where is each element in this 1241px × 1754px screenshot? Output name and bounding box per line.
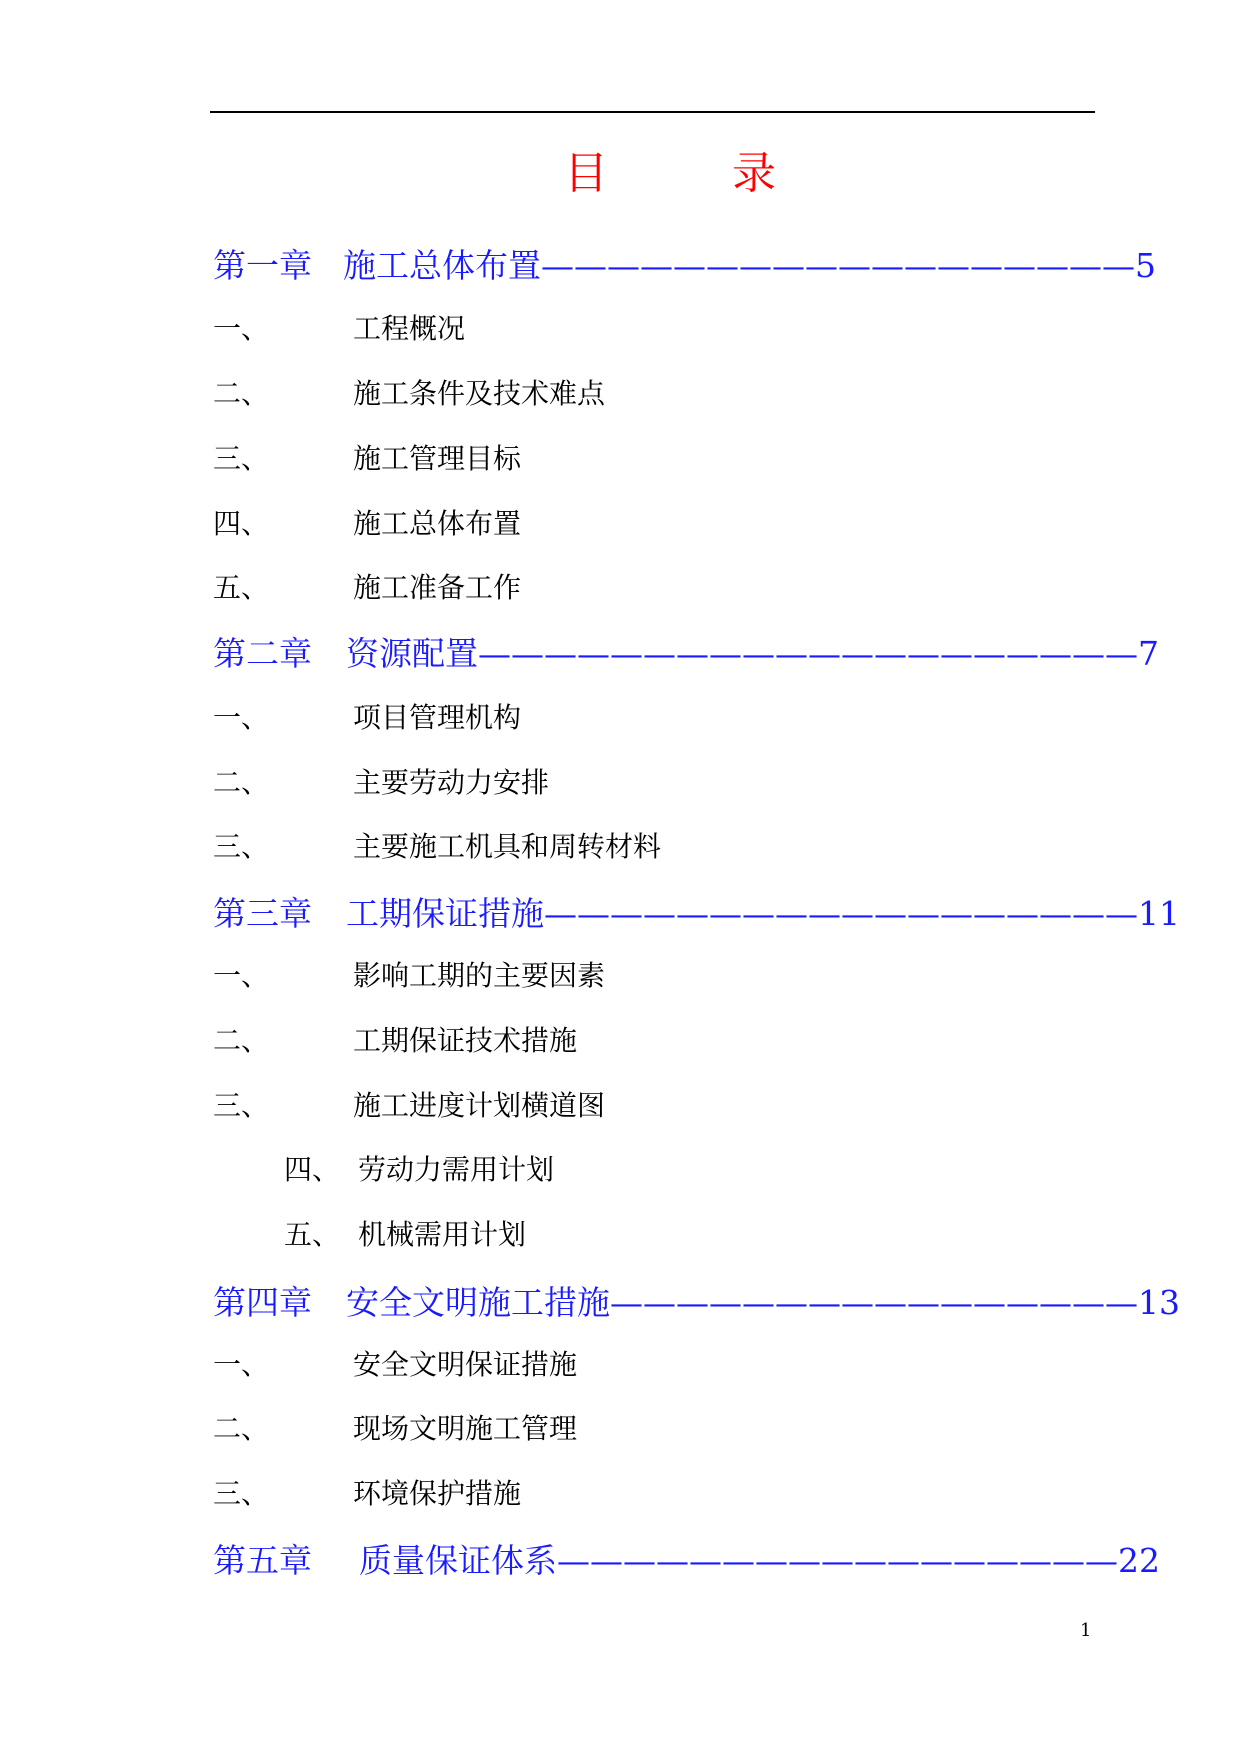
- chapter-number: 第五章: [213, 1541, 312, 1580]
- section-number: 一、: [213, 1348, 270, 1381]
- toc-section-entry[interactable]: [0, 312, 900, 346]
- toc-chapter-entry[interactable]: [213, 1541, 1160, 1581]
- section-title: 现场文明施工管理: [353, 1412, 578, 1445]
- toc-section-entry[interactable]: [0, 442, 900, 476]
- section-title: 项目管理机构: [353, 701, 522, 734]
- chapter-number: 第三章: [213, 894, 312, 933]
- section-title: 工程概况: [353, 312, 466, 345]
- section-title: 工期保证技术措施: [353, 1024, 578, 1057]
- toc-section-entry[interactable]: [0, 830, 900, 864]
- section-number: 四、: [213, 507, 270, 540]
- toc-section-entry[interactable]: [0, 1348, 900, 1382]
- section-title: 环境保护措施: [353, 1477, 522, 1510]
- section-title: 主要劳动力安排: [353, 766, 550, 799]
- section-number: 三、: [213, 830, 270, 863]
- section-title: 劳动力需用计划: [358, 1153, 555, 1186]
- section-number: 一、: [213, 701, 270, 734]
- toc-section-entry[interactable]: [0, 1477, 900, 1511]
- toc-section-entry[interactable]: [0, 766, 900, 800]
- section-number: 五、: [284, 1218, 341, 1251]
- section-number: 三、: [213, 1089, 270, 1122]
- chapter-title: 施工总体布置——————————————————5: [343, 246, 1156, 285]
- section-number: 二、: [213, 1412, 270, 1445]
- section-title: 施工管理目标: [353, 442, 522, 475]
- chapter-number: 第四章: [213, 1283, 312, 1322]
- chapter-title: 质量保证体系—————————————————22: [359, 1541, 1160, 1580]
- section-title: 施工准备工作: [353, 571, 522, 604]
- section-number: 二、: [213, 1024, 270, 1057]
- section-title: 机械需用计划: [358, 1218, 527, 1251]
- toc-chapter-entry[interactable]: [213, 634, 1159, 674]
- toc-section-entry[interactable]: [0, 959, 900, 993]
- section-number: 三、: [213, 442, 270, 475]
- toc-section-entry[interactable]: [0, 701, 900, 735]
- toc-chapter-entry[interactable]: [213, 246, 1156, 286]
- toc-section-entry[interactable]: [0, 507, 900, 541]
- toc-section-entry[interactable]: [0, 1089, 900, 1123]
- chapter-title: 安全文明施工措施————————————————13: [346, 1283, 1180, 1322]
- header-rule: [210, 111, 1095, 113]
- chapter-title: 工期保证措施——————————————————11: [346, 894, 1180, 933]
- page-number: 1: [1080, 1620, 1092, 1641]
- toc-title: 目 录: [564, 148, 816, 199]
- section-title: 影响工期的主要因素: [353, 959, 606, 992]
- section-number: 二、: [213, 377, 270, 410]
- section-title: 主要施工机具和周转材料: [353, 830, 662, 863]
- section-title: 安全文明保证措施: [353, 1348, 578, 1381]
- section-number: 三、: [213, 1477, 270, 1510]
- chapter-title: 资源配置————————————————————7: [346, 634, 1159, 673]
- toc-section-entry[interactable]: [0, 571, 900, 605]
- toc-section-entry[interactable]: [0, 1412, 900, 1446]
- toc-chapter-entry[interactable]: [213, 1283, 1180, 1323]
- section-title: 施工进度计划横道图: [353, 1089, 606, 1122]
- toc-section-entry[interactable]: [0, 377, 900, 411]
- section-number: 一、: [213, 312, 270, 345]
- section-number: 二、: [213, 766, 270, 799]
- section-title: 施工条件及技术难点: [353, 377, 606, 410]
- section-number: 一、: [213, 959, 270, 992]
- chapter-number: 第一章: [213, 246, 312, 285]
- toc-section-entry[interactable]: [0, 1153, 900, 1187]
- toc-section-entry[interactable]: [0, 1024, 900, 1058]
- section-title: 施工总体布置: [353, 507, 522, 540]
- section-number: 四、: [284, 1153, 341, 1186]
- section-number: 五、: [213, 571, 270, 604]
- toc-section-entry[interactable]: [0, 1218, 900, 1252]
- toc-chapter-entry[interactable]: [213, 894, 1180, 934]
- chapter-number: 第二章: [213, 634, 312, 673]
